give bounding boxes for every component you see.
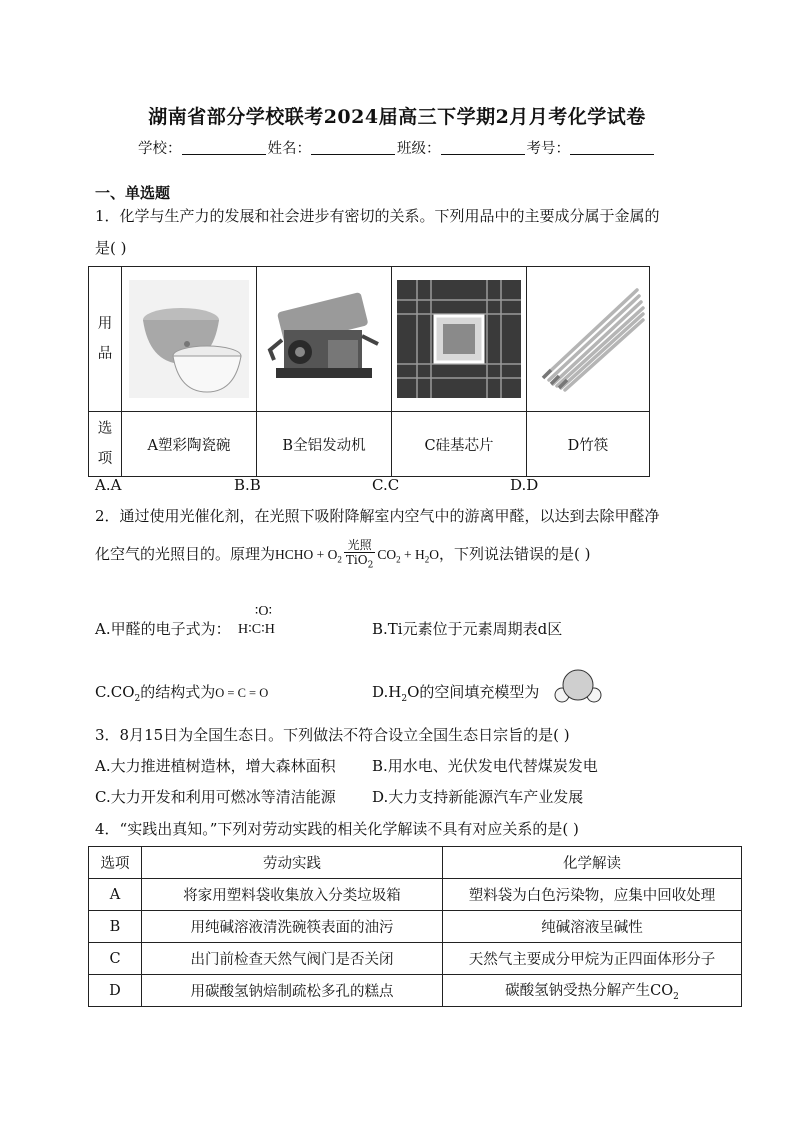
chopsticks-icon — [529, 280, 647, 398]
q1-image-c — [392, 267, 527, 412]
exam-number-blank — [570, 140, 654, 155]
q1-item-c-label: C硅基芯片 — [392, 412, 527, 477]
q1-item-b-label: B全铝发动机 — [257, 412, 392, 477]
name-label: 姓名： — [267, 141, 311, 157]
q1-item-a-label: A塑彩陶瓷碗 — [122, 412, 257, 477]
school-label: 学校： — [138, 141, 182, 157]
q1-answer-a: A.A — [95, 476, 122, 494]
q1-item-d-label: D竹筷 — [527, 412, 650, 477]
q1-answer-d: D.D — [510, 476, 539, 494]
engine-icon — [262, 280, 386, 398]
q2-option-c: $C.CO_2$的结构式为O = C = O — [95, 683, 269, 704]
q2-products: $CO_2 + H_2O$ — [377, 547, 439, 565]
table-row — [89, 943, 742, 975]
q3-option-a: A.大力推进植树造林，增大森林面积 — [95, 757, 336, 775]
formaldehyde-electron-formula: ∶O∶ H∶C∶H — [238, 604, 275, 637]
q4-row-d-practice: 用碳酸氢钠焙制疏松多孔的糕点 — [142, 975, 443, 1007]
q4-row-c-option: C — [89, 943, 142, 975]
q4-row-b-explanation: 纯碱溶液呈碱性 — [443, 911, 742, 943]
q4-row-b-option: B — [89, 911, 142, 943]
q4-row-a-option: A — [89, 879, 142, 911]
q4-row-c-explanation: 天然气主要成分甲烷为正四面体形分子 — [443, 943, 742, 975]
q2-stem-line1: 2．通过使用光催化剂，在光照下吸附降解室内空气中的游离甲醛，以达到去除甲醛净 — [95, 507, 660, 525]
q4-header-explanation: 化学解读 — [443, 847, 742, 879]
class-blank — [441, 140, 525, 155]
q4-table — [88, 846, 742, 1007]
q1-row-label-items: 用品 — [89, 267, 122, 412]
q1-stem-line2: 是( ) — [95, 239, 127, 257]
page-title: 湖南省部分学校联考2024届高三下学期2月月考化学试卷 — [148, 106, 646, 128]
water-space-filling-model-icon — [554, 665, 602, 705]
q4-row-d-explanation: 碳酸氢钠受热分解产生$CO_2$ — [443, 975, 742, 1007]
q2-stem-tail: ，下列说法错误的是( ) — [438, 545, 591, 564]
q2-option-a: A.甲醛的电子式为： — [95, 620, 231, 638]
q4-row-b-practice: 用纯碱溶液清洗碗筷表面的油污 — [142, 911, 443, 943]
student-info-line — [0, 137, 794, 158]
q2-option-d: $D.H_2O$的空间填充模型为 — [372, 683, 540, 704]
section-heading: 一、单选题 — [95, 184, 171, 202]
table-row — [89, 975, 742, 1007]
q1-image-b — [257, 267, 392, 412]
q2-condition: $\frac{\text{光照}}{TiO_2}$ — [345, 538, 374, 571]
q1-answer-c: C.C — [372, 476, 400, 494]
q1-image-d — [527, 267, 650, 412]
q3-option-c: C.大力开发和利用可燃冰等清洁能源 — [95, 788, 336, 806]
q4-row-a-practice: 将家用塑料袋收集放入分类垃圾箱 — [142, 879, 443, 911]
q2-reactants: HCHO + $O_2$ — [275, 547, 342, 565]
q4-row-c-practice: 出门前检查天然气阀门是否关闭 — [142, 943, 443, 975]
q3-option-d: D.大力支持新能源汽车产业发展 — [372, 788, 584, 806]
q2-stem-text: 化空气的光照目的。原理为 — [95, 545, 276, 564]
chip-icon — [397, 280, 521, 398]
ceramic-bowls-icon — [129, 280, 249, 398]
q2-stem-line2 — [95, 538, 590, 572]
q4-row-a-explanation: 塑料袋为白色污染物，应集中回收处理 — [443, 879, 742, 911]
class-label: 班级： — [397, 141, 441, 157]
q1-answer-b: B.B — [234, 476, 261, 494]
q1-stem-line1: 1．化学与生产力的发展和社会进步有密切的关系。下列用品中的主要成分属于金属的 — [95, 207, 660, 225]
school-blank — [182, 140, 266, 155]
q2-option-b: B.Ti元素位于元素周期表d区 — [372, 620, 563, 638]
q1-row-label-options: 选项 — [89, 412, 122, 477]
q1-table — [88, 266, 650, 477]
q4-stem: 4．“实践出真知。”下列对劳动实践的相关化学解读不具有对应关系的是( ) — [95, 820, 579, 838]
q4-header-option: 选项 — [89, 847, 142, 879]
q4-row-d-option: D — [89, 975, 142, 1007]
q3-stem: 3．8月15日为全国生态日。下列做法不符合设立全国生态日宗旨的是( ) — [95, 726, 570, 744]
name-blank — [311, 140, 395, 155]
q1-image-a — [122, 267, 257, 412]
q3-option-b: B.用水电、光伏发电代替煤炭发电 — [372, 757, 598, 775]
table-row — [89, 879, 742, 911]
exam-number-label: 考号： — [526, 141, 570, 157]
table-header-row — [89, 847, 742, 879]
q4-header-practice: 劳动实践 — [142, 847, 443, 879]
table-row — [89, 911, 742, 943]
